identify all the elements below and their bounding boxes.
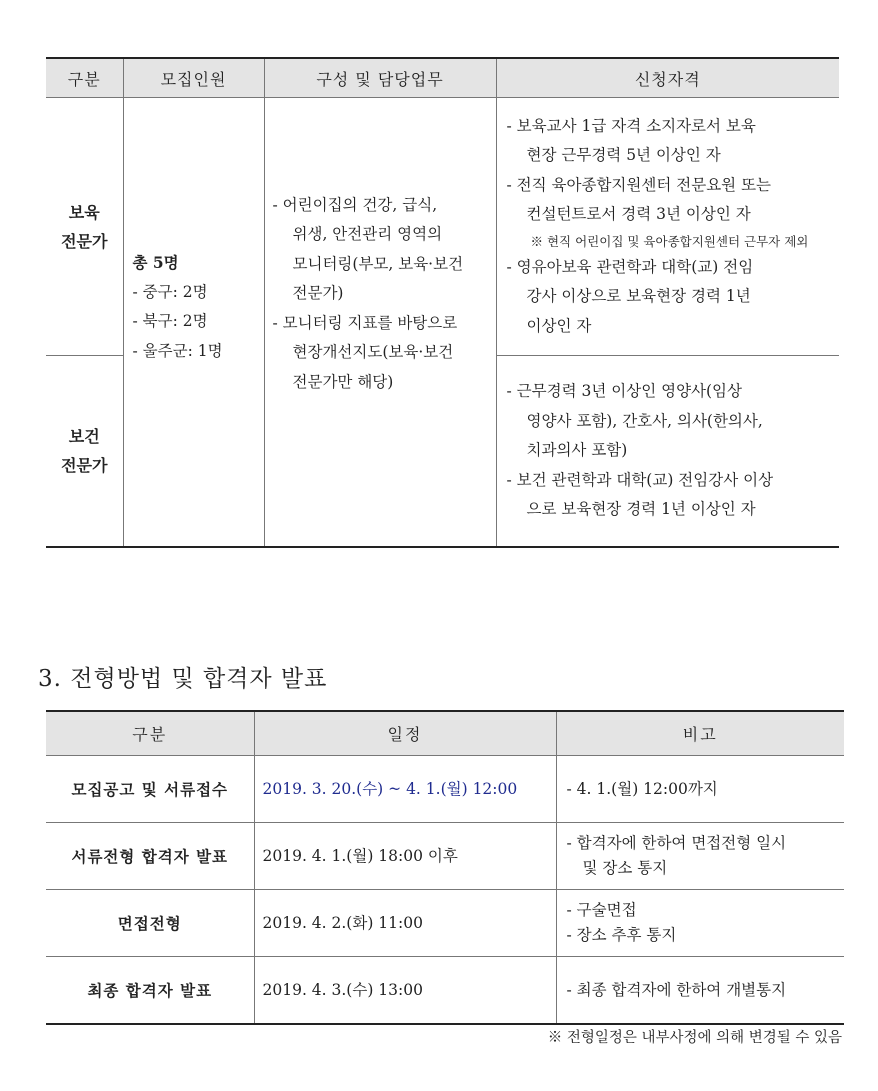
childcare-qualifications-cell: - 보육교사 1급 자격 소지자로서 보육 현장 근무경력 5년 이상인 자 - 전직 육아종합지원센터 전문요원 또는 컨설턴트로서 경력 3년 이상인 자 ※ 현직 어린이집 및 육아종합지원센터 근무자 제외 - 영유아보육 관련학과 대학(교) 전임 강사 이상으로 보육현장 경력 1년 이상인 자: [496, 98, 839, 356]
stage-remarks: - 최종 합격자에 한하여 개별통지: [556, 957, 844, 1025]
stage-name: 면접전형: [46, 890, 254, 957]
exclusion-note: ※ 현직 어린이집 및 육아종합지원센터 근무자 제외: [530, 233, 809, 249]
childcare-expert-row: [46, 98, 839, 356]
recruit-count-cell: [123, 98, 264, 548]
header-duties: 구성 및 담당업무: [264, 58, 496, 98]
header-category: 구분: [46, 711, 254, 756]
header-category: 구분: [46, 58, 123, 98]
stage-name: 모집공고 및 서류접수: [46, 756, 254, 823]
stage-remarks: - 4. 1.(월) 12:00까지: [556, 756, 844, 823]
recruitment-header-row: [46, 58, 839, 98]
recruit-item: - 중구: 2명: [132, 282, 208, 301]
health-qualifications-cell: - 근무경력 3년 이상인 영양사(임상 영양사 포함), 간호사, 의사(한의사, 치과의사 포함) - 보건 관련학과 대학(교) 전임강사 이상 으로 보육현장 경력 1년 이상인 자: [496, 356, 839, 548]
stage-date: 2019. 3. 20.(수) ~ 4. 1.(월) 12:00: [254, 756, 556, 823]
stage-date: 2019. 4. 1.(월) 18:00 이후: [254, 823, 556, 890]
header-remarks: 비고: [556, 711, 844, 756]
recruit-total: 총 5명: [132, 253, 179, 272]
recruit-item: - 북구: 2명: [132, 312, 208, 330]
schedule-row: [46, 957, 844, 1025]
stage-name: 서류전형 합격자 발표: [46, 823, 254, 890]
header-schedule: 일정: [254, 711, 556, 756]
duties-cell: - 어린이집의 건강, 급식, 위생, 안전관리 영역의 모니터링(부모, 보육·보건 전문가) - 모니터링 지표를 바탕으로 현장개선지도(보육·보건 전문가만 해당): [264, 98, 496, 548]
section-3-title: 3. 전형방법 및 합격자 발표: [38, 666, 328, 692]
schedule-footnote: ※ 전형일정은 내부사정에 의해 변경될 수 있음: [547, 1030, 842, 1046]
stage-date: 2019. 4. 3.(수) 13:00: [254, 957, 556, 1025]
stage-date: 2019. 4. 2.(화) 11:00: [254, 890, 556, 957]
schedule-table: [46, 710, 844, 1025]
schedule-row: [46, 890, 844, 957]
schedule-header-row: [46, 711, 844, 756]
stage-remarks: - 구술면접 - 장소 추후 통지: [556, 890, 844, 957]
schedule-row: [46, 823, 844, 890]
recruit-item: - 울주군: 1명: [132, 341, 223, 360]
recruitment-table: [46, 57, 839, 548]
header-qualifications: 신청자격: [496, 58, 839, 98]
stage-name: 최종 합격자 발표: [46, 957, 254, 1025]
stage-remarks: - 합격자에 한하여 면접전형 일시 및 장소 통지: [556, 823, 844, 890]
health-expert-category: 보건 전문가: [46, 356, 123, 548]
header-recruit-count: 모집인원: [123, 58, 264, 98]
childcare-expert-category: 보육 전문가: [61, 202, 108, 251]
schedule-row: [46, 756, 844, 823]
